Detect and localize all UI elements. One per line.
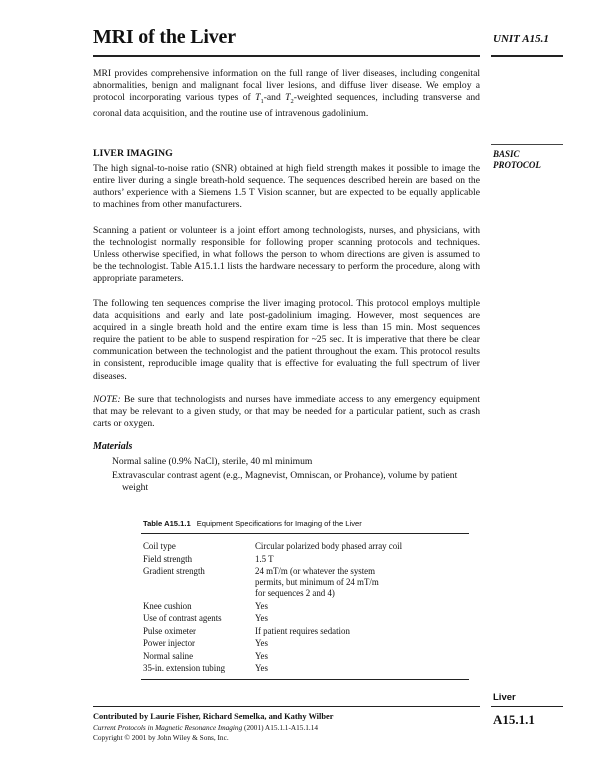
table-top-rule xyxy=(141,533,469,534)
table-cell-value: 1.5 T xyxy=(255,553,274,564)
table-cell-value: Yes xyxy=(255,650,268,661)
table-cell-label: 35-in. extension tubing xyxy=(143,663,226,673)
table-cell-value: 24 mT/m (or whatever the system permits, but minimum of 24 mT/m for sequences 2 and 4) xyxy=(255,566,379,598)
table-bottom-rule xyxy=(141,679,469,680)
table-row xyxy=(143,566,467,601)
side-topic-label: Liver xyxy=(493,692,516,703)
table-cell-value: Yes xyxy=(255,638,268,648)
header-rule xyxy=(93,55,480,57)
materials-item: Normal saline (0.9% NaCl), sterile, 40 ml minimum xyxy=(112,456,313,467)
table-cell-value: Yes xyxy=(255,600,268,611)
side-header-rule xyxy=(491,55,563,57)
materials-item: Extravascular contrast agent (e.g., Magnevist, Omniscan, or Prohance), volume by patient weight xyxy=(112,470,458,493)
table-cell-label: Knee cushion xyxy=(143,600,192,611)
table-caption: Table A15.1.1 Equipment Specifications for Imaging of the Liver xyxy=(143,519,362,528)
table-cell-label: Coil type xyxy=(143,541,176,551)
table-cell-label: Gradient strength xyxy=(143,566,205,576)
page-title: MRI of the Liver xyxy=(93,26,236,48)
table-cell-value: Yes xyxy=(255,613,268,623)
citation-line: Current Protocols in Magnetic Resonance Imaging (2001) A15.1.1-A15.1.14 xyxy=(93,723,319,732)
table-row xyxy=(143,651,467,664)
table-row xyxy=(143,601,467,614)
footer-rule xyxy=(93,706,480,707)
table-cell-label: Normal saline xyxy=(143,650,194,661)
table-row xyxy=(143,541,467,554)
table-cell-value: Circular polarized body phased array coil xyxy=(255,541,403,551)
body-paragraph-2: Scanning a patient or volunteer is a joint effort among technologists, nurses, and physicians, with the technologist normally responsible for following proper scanning protocols and techniques. Unless otherwise specified, in what follows the person to whom directions are given is assumed to be the technologist. Table A15.1.1 lists the hardware necessary to perform the procedure, along with appropriate parameters. xyxy=(93,225,480,285)
contributors-line: Contributed by Laurie Fisher, Richard Semelka, and Kathy Wilber xyxy=(93,712,334,721)
table-row xyxy=(143,626,467,639)
table-cell-value: If patient requires sedation xyxy=(255,625,350,636)
note-label: NOTE: xyxy=(93,394,121,405)
table-cell-label: Power injector xyxy=(143,638,196,648)
table-row xyxy=(143,613,467,626)
copyright-line: Copyright © 2001 by John Wiley & Sons, Inc. xyxy=(93,733,229,742)
note-paragraph: NOTE: Be sure that technologists and nurses have immediate access to any emergency equipment that may be relevant to a given study, or that may be needed for a particular patient, such as crash carts or oxygen. xyxy=(93,394,480,430)
table-cell-label: Use of contrast agents xyxy=(143,613,222,623)
page-number: A15.1.1 xyxy=(493,712,535,727)
table-cell-value: Yes xyxy=(255,663,268,673)
table-row xyxy=(143,638,467,651)
section-heading: LIVER IMAGING xyxy=(93,148,173,159)
table-row xyxy=(143,663,467,674)
equipment-table xyxy=(143,541,467,674)
side-section-label: BASIC PROTOCOL xyxy=(493,149,541,170)
body-paragraph-3: The following ten sequences comprise the liver imaging protocol. This protocol employs multiple data acquisitions and early and late post-gadolinium imaging. However, most sequences are acquired in a single breath hold and the entire exam time is less than 15 min. Most sequences require the patient to be able to suspend respiration for ~25 sec. It is imperative that there be clear communication between the technologist and the patient throughout the exam. This protocol results in consistent, reproducible image quality that is effective for evaluating the full spectrum of liver diseases. xyxy=(93,298,480,382)
side-footer-rule xyxy=(491,706,563,707)
side-section-rule xyxy=(491,144,563,145)
materials-heading: Materials xyxy=(93,441,133,452)
table-row xyxy=(143,554,467,567)
body-paragraph-1: The high signal-to-noise ratio (SNR) obtained at high field strength makes it possible to image the entire liver during a single breath-hold sequence. The sequences described herein are based on the authors’ experience with a Siemens 1.5 T Vision scanner, but are expected to be equally applicable to machines from other manufacturers. xyxy=(93,163,480,211)
table-cell-label: Pulse oximeter xyxy=(143,625,196,636)
table-cell-label: Field strength xyxy=(143,553,193,564)
intro-paragraph: MRI provides comprehensive information on the full range of liver diseases, including congenital abnormalities, benign and malignant focal liver lesions, and diffuse liver disease. We employ a protocol incorporating various types of $T_1$-and $T_2$-weighted sequences, including transverse and coronal data acquisition, and the routine use of intravenous gadolinium. xyxy=(93,68,480,120)
unit-label: UNIT A15.1 xyxy=(493,33,549,45)
